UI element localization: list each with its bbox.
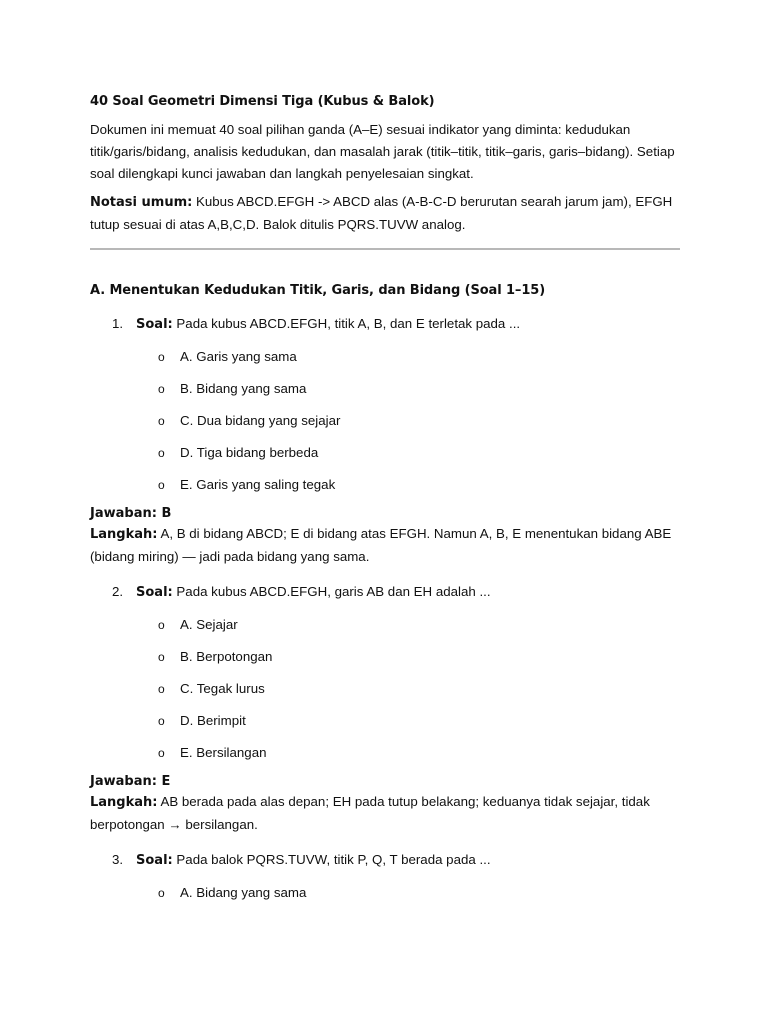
langkah-label: Langkah:: [90, 527, 158, 542]
option-a: [90, 883, 680, 903]
document-content: [90, 88, 680, 903]
option-d: [90, 711, 680, 731]
soal-label: Soal:: [136, 317, 173, 332]
notation-label: Notasi umum:: [90, 195, 193, 210]
step-text: A, B di bidang ABCD; E di bidang atas EFGH. Namun A, B, E menentukan bidang ABE (bidang miring) — jadi pada bidang yang sama.: [90, 526, 672, 564]
question-number: 3.: [112, 852, 124, 867]
section-a-heading: A. Menentukan Kedudukan Titik, Garis, dan Bidang (Soal 1–15): [90, 283, 546, 298]
bullet-icon: o: [158, 350, 165, 364]
question-text: Pada kubus ABCD.EFGH, titik A, B, dan E terletak pada ...: [172, 316, 521, 331]
option-text: A. Garis yang sama: [180, 349, 297, 364]
soal-label: Soal:: [136, 853, 173, 868]
option-text: C. Dua bidang yang sejajar: [180, 413, 341, 428]
bullet-icon: o: [158, 382, 165, 396]
bullet-icon: o: [158, 478, 165, 492]
bullet-icon: o: [158, 714, 165, 728]
document-title: 40 Soal Geometri Dimensi Tiga (Kubus & Balok): [90, 94, 435, 109]
answer-1: Jawaban: B: [90, 506, 172, 521]
option-b: [90, 379, 680, 399]
option-a: [90, 615, 680, 635]
answer-2: Jawaban: E: [90, 774, 171, 789]
question-2-options: [90, 615, 680, 763]
bullet-icon: o: [158, 414, 165, 428]
intro-paragraph: Dokumen ini memuat 40 soal pilihan ganda (A–E) sesuai indikator yang diminta: kedudukan titik/garis/bidang, analisis kedudukan, dan masalah jarak (titik–titik, titik–garis, garis–bidang). Setiap soal dilengkapi kunci jawaban dan langkah penyelesaian singkat.: [90, 122, 675, 181]
option-text: E. Garis yang saling tegak: [180, 477, 336, 492]
question-2: [90, 582, 680, 603]
question-text: Pada balok PQRS.TUVW, titik P, Q, T berada pada ...: [172, 852, 491, 867]
step-2: [90, 791, 680, 836]
bullet-icon: o: [158, 618, 165, 632]
option-text: B. Berpotongan: [180, 649, 273, 664]
notation-paragraph: [90, 191, 680, 236]
soal-label: Soal:: [136, 585, 173, 600]
option-text: D. Tiga bidang berbeda: [180, 445, 319, 460]
option-text: A. Bidang yang sama: [180, 885, 307, 900]
option-text: B. Bidang yang sama: [180, 381, 307, 396]
bullet-icon: o: [158, 650, 165, 664]
option-c: [90, 679, 680, 699]
question-1: [90, 314, 680, 335]
option-text: C. Tegak lurus: [180, 681, 265, 696]
bullet-icon: o: [158, 682, 165, 696]
horizontal-rule: [90, 248, 680, 250]
bullet-icon: o: [158, 446, 165, 460]
question-3-options: [90, 883, 680, 903]
option-e: [90, 743, 680, 763]
bullet-icon: o: [158, 886, 165, 900]
option-text: D. Berimpit: [180, 713, 246, 728]
option-text: E. Bersilangan: [180, 745, 267, 760]
langkah-label: Langkah:: [90, 795, 158, 810]
notation-text: Kubus ABCD.EFGH -> ABCD alas (A-B-C-D berurutan searah jarum jam), EFGH tutup sesuai di atas A,B,C,D. Balok ditulis PQRS.TUVW analog.: [90, 194, 673, 232]
option-d: [90, 443, 680, 463]
question-text: Pada kubus ABCD.EFGH, garis AB dan EH adalah ...: [172, 584, 491, 599]
question-1-options: [90, 347, 680, 495]
question-3: [90, 850, 680, 871]
option-b: [90, 647, 680, 667]
question-number: 1.: [112, 316, 124, 331]
step-text: AB berada pada alas depan; EH pada tutup belakang; keduanya tidak sejajar, tidak berpotongan → bersilangan.: [90, 794, 650, 832]
bullet-icon: o: [158, 746, 165, 760]
option-a: [90, 347, 680, 367]
step-1: [90, 523, 680, 568]
option-text: A. Sejajar: [180, 617, 238, 632]
question-number: 2.: [112, 584, 124, 599]
option-c: [90, 411, 680, 431]
option-e: [90, 475, 680, 495]
